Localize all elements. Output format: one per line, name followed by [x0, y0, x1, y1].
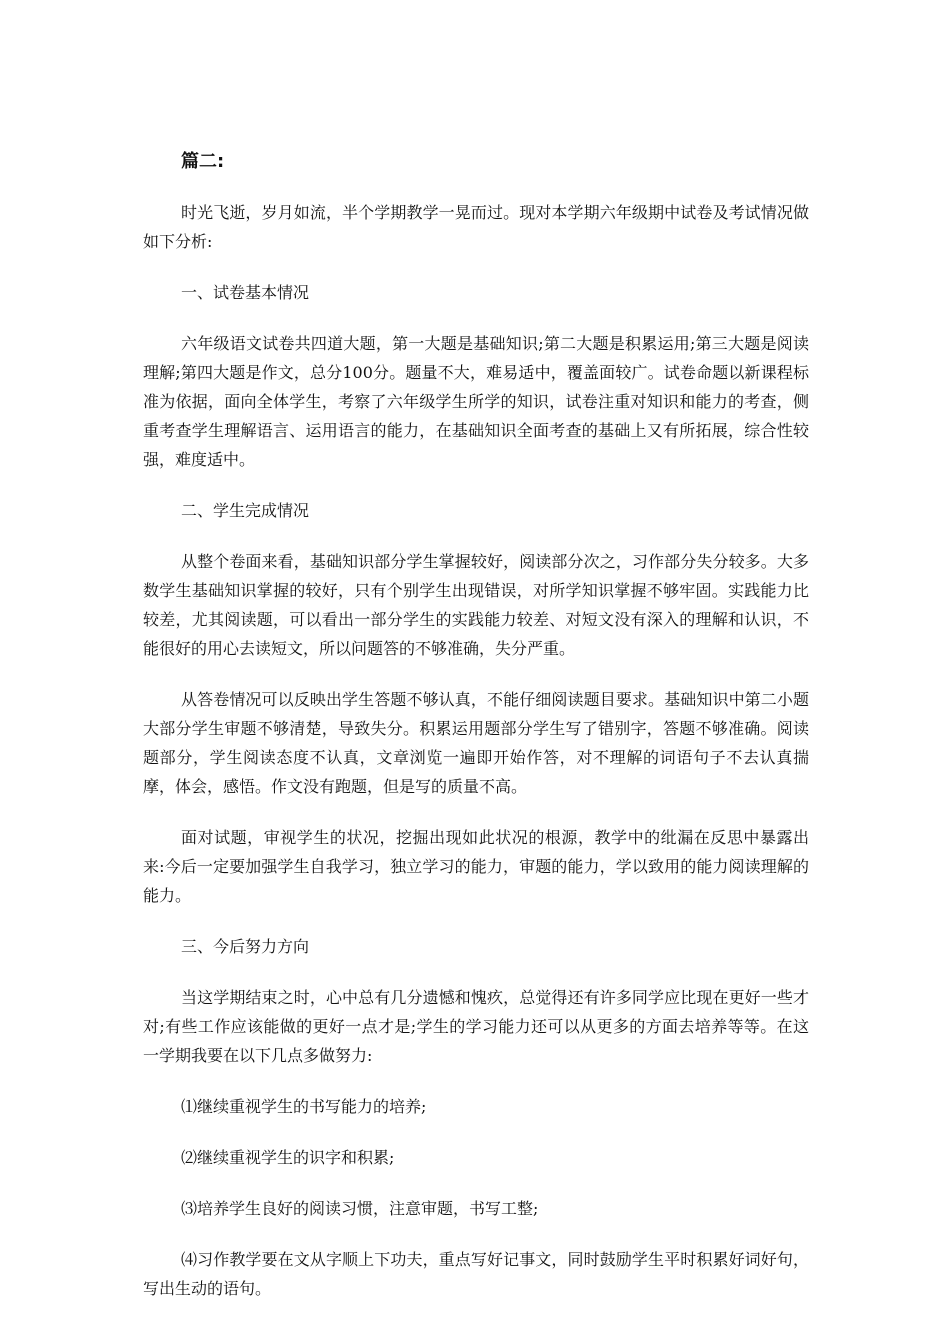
section-3-paragraph: 当这学期结束之时，心中总有几分遗憾和愧疚，总觉得还有许多同学应比现在更好一些才对;有些工作应该能做的更好一点才是;学生的学习能力还可以从更多的方面去培养等等。在这一学期我要在以下几点多做努力:: [143, 988, 809, 1065]
list-item-1: ⑴继续重视学生的书写能力的培养;: [181, 1097, 427, 1116]
document-heading: 篇二:: [181, 151, 225, 172]
section-2-paragraph-2: 从答卷情况可以反映出学生答题不够认真，不能仔细阅读题目要求。基础知识中第二小题大部分学生审题不够清楚，导致失分。积累运用题部分学生写了错别字，答题不够准确。阅读题部分，学生阅读态度不认真，文章浏览一遍即开始作答，对不理解的词语句子不去认真揣摩，体会，感悟。作文没有跑题，但是写的质量不高。: [143, 690, 809, 796]
section-3-title: 三、今后努力方向: [181, 937, 310, 956]
section-2-paragraph-3: 面对试题，审视学生的状况，挖掘出现如此状况的根源，教学中的纰漏在反思中暴露出来:今后一定要加强学生自我学习，独立学习的能力，审题的能力，学以致用的能力阅读理解的能力。: [143, 828, 809, 905]
section-2-title: 二、学生完成情况: [181, 501, 310, 520]
list-item-4: ⑷习作教学要在文从字顺上下功夫，重点写好记事文，同时鼓励学生平时积累好词好句，写出生动的语句。: [143, 1250, 809, 1298]
list-item-3: ⑶培养学生良好的阅读习惯，注意审题，书写工整;: [181, 1199, 539, 1218]
intro-paragraph: 时光飞逝，岁月如流，半个学期教学一晃而过。现对本学期六年级期中试卷及考试情况做如下分析:: [143, 203, 809, 251]
list-item-2: ⑵继续重视学生的识字和积累;: [181, 1148, 395, 1167]
section-1-title: 一、试卷基本情况: [181, 283, 310, 302]
section-2-paragraph-1: 从整个卷面来看，基础知识部分学生掌握较好，阅读部分次之，习作部分失分较多。大多数学生基础知识掌握的较好，只有个别学生出现错误，对所学知识掌握不够牢固。实践能力比较差，尤其阅读题，可以看出一部分学生的实践能力较差、对短文没有深入的理解和认识，不能很好的用心去读短文，所以问题答的不够准确，失分严重。: [143, 552, 809, 658]
document-page: [143, 148, 809, 1325]
section-1-paragraph: 六年级语文试卷共四道大题，第一大题是基础知识;第二大题是积累运用;第三大题是阅读理解;第四大题是作文，总分100分。题量不大，难易适中，覆盖面较广。试卷命题以新课程标准为依据，面向全体学生，考察了六年级学生所学的知识，试卷注重对知识和能力的考查，侧重考查学生理解语言、运用语言的能力，在基础知识全面考查的基础上又有所拓展，综合性较强，难度适中。: [143, 334, 809, 469]
